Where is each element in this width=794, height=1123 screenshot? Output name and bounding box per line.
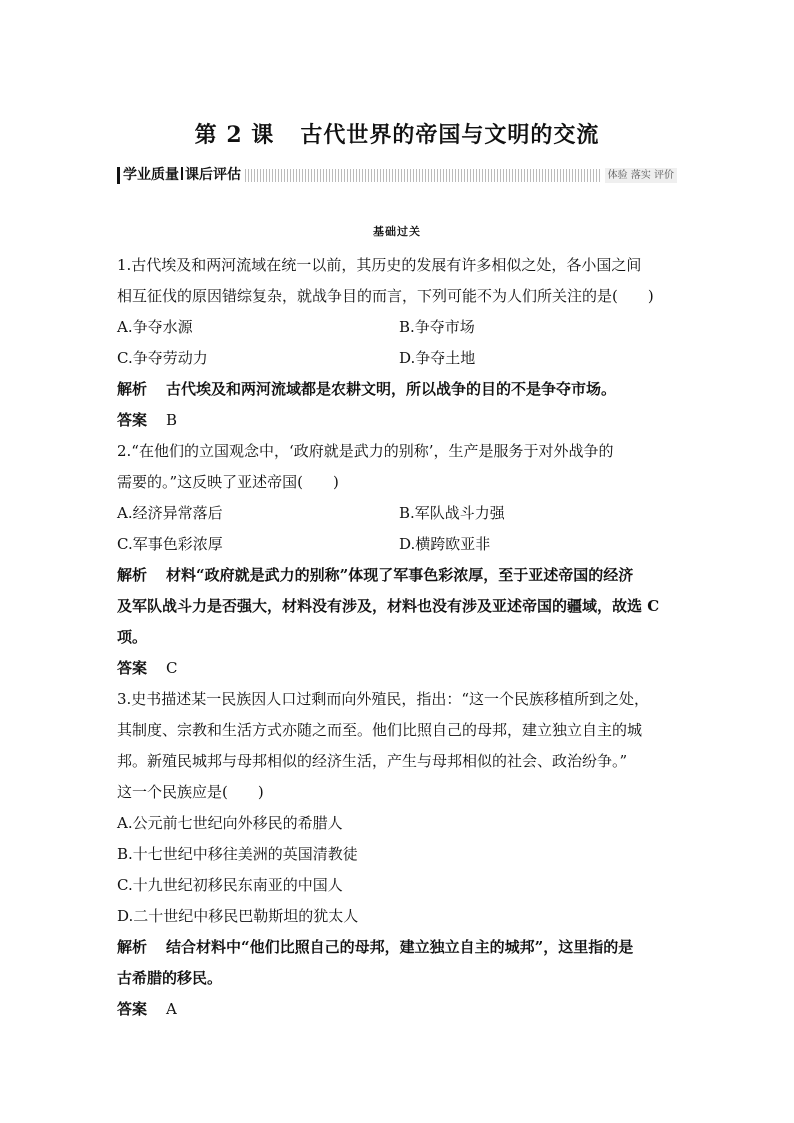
- q2-answer: [117, 653, 682, 684]
- q2-analysis-label: 解析: [117, 566, 148, 584]
- q2-answer-value: C: [166, 659, 178, 677]
- q1-options-row-2: [117, 343, 682, 374]
- q3-answer-value: A: [166, 1000, 177, 1018]
- q3-answer: [117, 994, 682, 1025]
- q1-options-row-1: [117, 312, 682, 343]
- q1-answer-value: B: [166, 411, 178, 429]
- q1-analysis-text: 古代埃及和两河流域都是农耕文明，所以战争的目的不是争夺市场。: [166, 380, 617, 398]
- question-list: [117, 250, 682, 1025]
- q3-stem-1: 3.史书描述某一民族因人口过剩而向外殖民，指出：“这一个民族移植所到之处，: [117, 690, 649, 708]
- q1-analysis: [117, 374, 682, 405]
- banner-quality: 学业质量: [123, 167, 179, 183]
- q2-option-d: D.横跨欧亚非: [399, 535, 491, 553]
- q3-option-a: A.公元前七世纪向外移民的希腊人: [117, 814, 343, 832]
- q3-answer-label: 答案: [117, 1000, 148, 1018]
- q1-option-a: A.争夺水源: [117, 318, 193, 336]
- q3-stem-3: 邦。新殖民城邦与母邦相似的经济生活，产生与母邦相似的社会、政治纷争。”: [117, 752, 628, 770]
- q2-answer-label: 答案: [117, 659, 148, 677]
- q1-option-c: C.争夺劳动力: [117, 349, 208, 367]
- q3-analysis-1: [117, 932, 682, 963]
- q1-analysis-label: 解析: [117, 380, 148, 398]
- lesson-number: 第 2 课: [194, 122, 275, 148]
- q3-analysis-text-1: 结合材料中“他们比照自己的母邦，建立独立自主的城邦”，这里指的是: [166, 938, 634, 956]
- q1-stem-1: 1.古代埃及和两河流域在统一以前，其历史的发展有许多相似之处，各小国之间: [117, 256, 642, 274]
- banner-label: [117, 167, 241, 184]
- q2-analysis-2: 及军队战斗力是否强大，材料没有涉及，材料也没有涉及亚述帝国的疆域，故选 C: [117, 597, 660, 615]
- banner-assessment: 课后评估: [185, 167, 241, 183]
- section-banner: [117, 167, 677, 184]
- q2-option-a: A.经济异常落后: [117, 504, 223, 522]
- q3-analysis-2: 古希腊的移民。: [117, 969, 223, 987]
- banner-divider: [245, 169, 601, 182]
- q3-stem-4: 这一个民族应是( ): [117, 783, 264, 801]
- q3-option-b: B.十七世纪中移往美洲的英国清教徒: [117, 845, 358, 863]
- q2-analysis-3: 项。: [117, 628, 148, 646]
- page-title: [0, 118, 794, 149]
- banner-tagline: 体验 落实 评价: [605, 168, 677, 183]
- q1-stem-2: 相互征伐的原因错综复杂，就战争目的而言，下列可能不为人们所关注的是( ): [117, 287, 654, 305]
- q3-option-d: D.二十世纪中移民巴勒斯坦的犹太人: [117, 907, 359, 925]
- q1-answer-label: 答案: [117, 411, 148, 429]
- section-title: 基础过关: [373, 225, 421, 238]
- q3-option-c: C.十九世纪初移民东南亚的中国人: [117, 876, 343, 894]
- q2-options-row-1: [117, 498, 682, 529]
- q3-analysis-label: 解析: [117, 938, 148, 956]
- q2-stem-1: 2.“在他们的立国观念中，‘政府就是武力的别称’，生产是服务于对外战争的: [117, 442, 614, 460]
- q2-stem-2: 需要的。”这反映了亚述帝国( ): [117, 473, 339, 491]
- q2-analysis-1: [117, 560, 682, 591]
- q2-option-c: C.军事色彩浓厚: [117, 535, 223, 553]
- q2-analysis-text-1: 材料“政府就是武力的别称”体现了军事色彩浓厚，至于亚述帝国的经济: [166, 566, 634, 584]
- lesson-title: 古代世界的帝国与文明的交流: [300, 122, 600, 148]
- q3-stem-2: 其制度、宗教和生活方式亦随之而至。他们比照自己的母邦，建立独立自主的城: [117, 721, 643, 739]
- q2-option-b: B.军队战斗力强: [399, 504, 505, 522]
- q1-option-b: B.争夺市场: [399, 318, 475, 336]
- q1-answer: [117, 405, 682, 436]
- q2-options-row-2: [117, 529, 682, 560]
- q1-option-d: D.争夺土地: [399, 349, 476, 367]
